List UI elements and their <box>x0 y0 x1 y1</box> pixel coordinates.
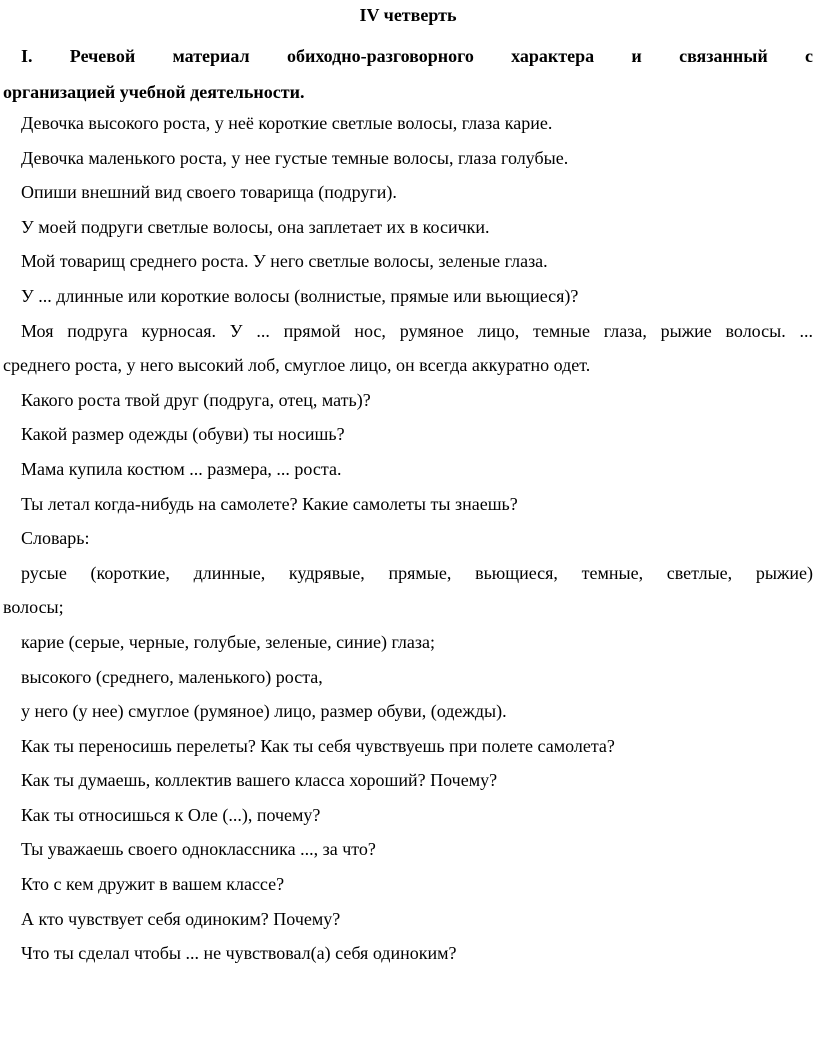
paragraph-6: У ... длинные или короткие волосы (волнистые, прямые или вьющиеся)? <box>21 285 579 306</box>
document-body <box>3 106 813 971</box>
paragraph-19: Как ты относишься к Оле (...), почему? <box>21 804 321 825</box>
paragraph-21: Кто с кем дружит в вашем классе? <box>21 874 285 895</box>
paragraph-5: Мой товарищ среднего роста. У него светлые волосы, зеленые глаза. <box>21 251 548 272</box>
paragraph-20: Ты уважаешь своего одноклассника ..., за что? <box>21 839 376 860</box>
paragraph-14: карие (серые, черные, голубые, зеленые, синие) глаза; <box>21 631 435 652</box>
paragraph-7-line-1: Моя подруга курносая. У ... прямой нос, румяное лицо, темные глаза, рыжие волосы. ... <box>21 320 813 341</box>
paragraph-11: Ты летал когда-нибудь на самолете? Какие самолеты ты знаешь? <box>21 493 518 514</box>
paragraph-8: Какого роста твой друг (подруга, отец, мать)? <box>21 389 371 410</box>
paragraph-13-line-2: волосы; <box>3 597 64 618</box>
paragraph-13 <box>3 556 813 625</box>
section-heading <box>3 38 813 110</box>
paragraph-17: Как ты переносишь перелеты? Как ты себя чувствуешь при полете самолета? <box>21 735 615 756</box>
paragraph-9: Какой размер одежды (обуви) ты носишь? <box>21 424 345 445</box>
paragraph-1: Девочка высокого роста, у неё короткие светлые волосы, глаза карие. <box>21 113 553 133</box>
section-heading-line-1: I. Речевой материал обиходно-разговорного характера и связанный с <box>21 46 813 66</box>
paragraph-4: У моей подруги светлые волосы, она заплетает их в косички. <box>21 216 490 237</box>
paragraph-13-line-1: русые (короткие, длинные, кудрявые, прямые, вьющиеся, темные, светлые, рыжие) <box>21 562 813 583</box>
page-title: IV четверть <box>359 5 457 25</box>
paragraph-23: Что ты сделал чтобы ... не чувствовал(а) себя одиноким? <box>21 943 457 964</box>
paragraph-22: А кто чувствует себя одиноким? Почему? <box>21 908 341 929</box>
vocabulary-heading: Словарь: <box>21 528 90 549</box>
paragraph-3: Опиши внешний вид своего товарища (подруги). <box>21 182 397 203</box>
paragraph-7 <box>3 314 813 383</box>
paragraph-7-line-2: среднего роста, у него высокий лоб, смуглое лицо, он всегда аккуратно одет. <box>3 355 591 376</box>
paragraph-2: Девочка маленького роста, у нее густые темные волосы, глаза голубые. <box>21 147 569 168</box>
paragraph-18: Как ты думаешь, коллектив вашего класса хороший? Почему? <box>21 770 498 791</box>
section-heading-line-2: организацией учебной деятельности. <box>3 82 305 102</box>
paragraph-16: у него (у нее) смуглое (румяное) лицо, размер обуви, (одежды). <box>21 701 507 722</box>
paragraph-15: высокого (среднего, маленького) роста, <box>21 666 323 687</box>
paragraph-10: Мама купила костюм ... размера, ... роста. <box>21 458 342 479</box>
